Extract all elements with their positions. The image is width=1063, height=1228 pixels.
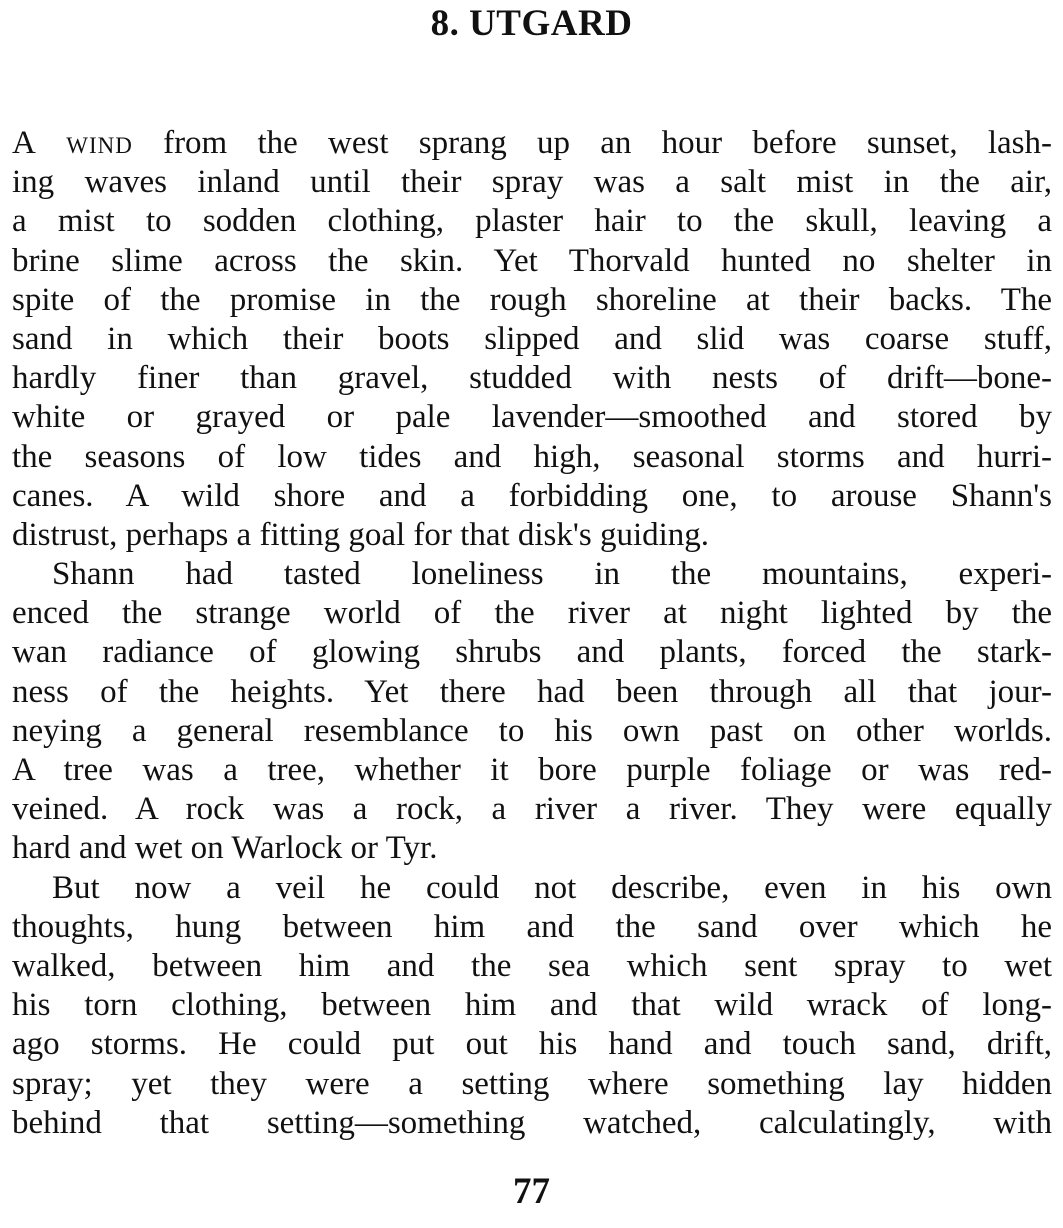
text-line-6: sand in which their boots slipped and slid was coarse stuff, <box>12 320 1052 357</box>
text-line-5: spite of the promise in the rough shoreline at their backs. The <box>12 281 1052 318</box>
text-line-26: behind that setting—something watched, calculatingly, with <box>12 1104 1052 1141</box>
text-line-14: wan radiance of glowing shrubs and plants, forced the stark- <box>12 634 1052 671</box>
text-line-23: his torn clothing, between him and that wild wrack of long- <box>12 987 1052 1024</box>
text-line-8: white or grayed or pale lavender—smoothed and stored by <box>12 399 1052 436</box>
text-line-17: A tree was a tree, whether it bore purple foliage or was red- <box>12 752 1052 788</box>
text-line-4: brine slime across the skin. Yet Thorvald hunted no shelter in <box>12 242 1052 279</box>
text-line-20: But now a veil he could not describe, even in his own <box>52 869 1052 906</box>
text-line-18: veined. A rock was a rock, a river a river. They were equally <box>12 791 1052 828</box>
text-line-24: ago storms. He could put out his hand and touch sand, drift, <box>12 1026 1052 1063</box>
text-line-13: enced the strange world of the river at night lighted by the <box>12 595 1052 632</box>
drop-word: A wind <box>12 125 133 161</box>
page-number: 77 <box>513 1171 550 1212</box>
text-line-15: ness of the heights. Yet there had been through all that jour- <box>12 673 1052 710</box>
text-line-11: distrust, perhaps a fitting goal for that disk's guiding. <box>12 516 710 553</box>
text-line-2: ing waves inland until their spray was a salt mist in the air, <box>12 164 1052 201</box>
text-line-19: hard and wet on Warlock or Tyr. <box>12 830 438 867</box>
text-line-7: hardly finer than gravel, studded with nests of drift—bone- <box>12 360 1052 397</box>
text-line-10: canes. A wild shore and a forbidding one, to arouse Shann's <box>12 477 1052 514</box>
text-line-12: Shann had tasted loneliness in the mountains, experi- <box>52 556 1052 593</box>
chapter-title: 8. UTGARD <box>430 3 633 44</box>
text-line-16: neying a general resemblance to his own past on other worlds. <box>12 712 1052 749</box>
text-line-3: a mist to sodden clothing, plaster hair to the skull, leaving a <box>12 203 1052 240</box>
text-line-21: thoughts, hung between him and the sand over which he <box>12 908 1052 945</box>
text-line-1 <box>12 124 1052 163</box>
text-line-25: spray; yet they were a setting where something lay hidden <box>12 1065 1052 1102</box>
text-line-9: the seasons of low tides and high, seasonal storms and hurri- <box>12 438 1052 475</box>
line-1-rest: from the west sprang up an hour before sunset, lash- <box>132 125 1052 161</box>
body-text <box>12 124 1052 1143</box>
text-line-22: walked, between him and the sea which sent spray to wet <box>12 947 1052 984</box>
